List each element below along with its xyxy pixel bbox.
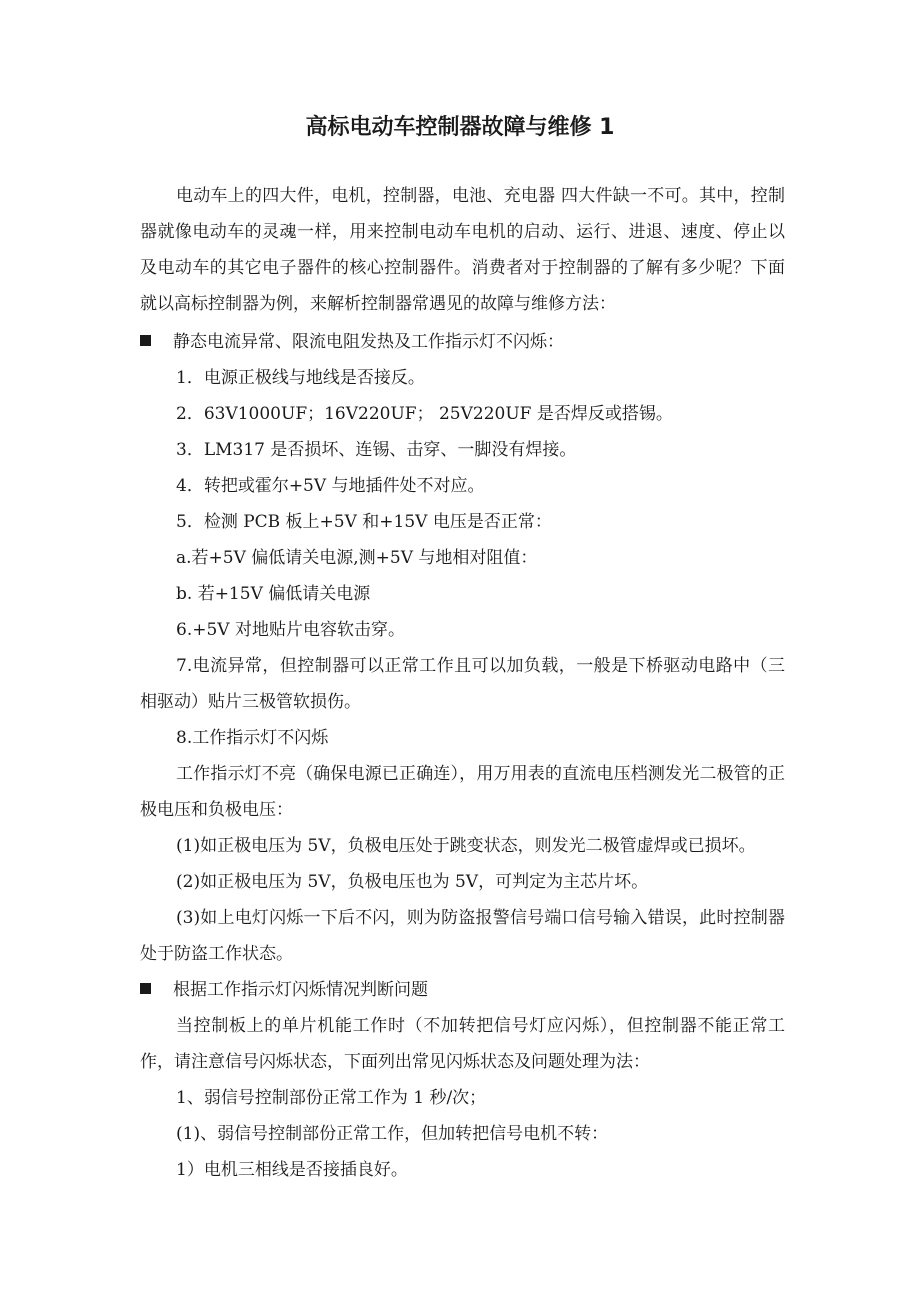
list-item: 4．转把或霍尔+5V 与地插件处不对应。 [176,476,485,496]
list-item: 1、弱信号控制部份正常工作为 1 秒/次； [176,1088,487,1108]
list-item-8: 8.工作指示灯不闪烁 [176,728,329,748]
list-item: 1）电机三相线是否接插良好。 [176,1160,408,1180]
list-item: 5．检测 PCB 板上+5V 和+15V 电压是否正常： [176,512,552,532]
list-item: 6.+5V 对地贴片电容软击穿。 [176,620,405,640]
list-item: 1．电源正极线与地线是否接反。 [176,368,425,388]
intro-paragraph: 电动车上的四大件，电机，控制器，电池、充电器 四大件缺一不可。其中，控制器就像电动车的灵魂一样，用来控制电动车电机的启动、运行、进退、速度、停止以及电动车的其它电子器件的核心控制器件。消费者对于控制器的了解有多少呢？下面就以高标控制器为例，来解析控制器常遇见的故障与维修方法： [140,186,785,314]
section-heading-text: 静态电流异常、限流电阻发热及工作指示灯不闪烁： [173,332,564,352]
list-item: b. 若+15V 偏低请关电源 [176,584,371,604]
list-item: a.若+5V 偏低请关电源,测+5V 与地相对阻值： [176,548,538,568]
sub-item: (1)如正极电压为 5V，负极电压处于跳变状态，则发光二极管虚焊或已损坏。 [176,836,756,856]
page-title: 高标电动车控制器故障与维修 1 [305,115,615,140]
square-bullet-icon [140,983,151,994]
led-check-paragraph: 工作指示灯不亮（确保电源已正确连），用万用表的直流电压档测发光二极管的正极电压和负极电压： [140,764,785,820]
square-bullet-icon [140,335,151,346]
list-item-7: 7.电流异常，但控制器可以正常工作且可以加负载，一般是下桥驱动电路中（三相驱动）贴片三极管软损伤。 [140,656,785,712]
list-item: 2．63V1000UF；16V220UF； 25V220UF 是否焊反或搭锡。 [176,404,673,424]
sub-item: (2)如正极电压为 5V，负极电压也为 5V，可判定为主芯片坏。 [176,872,649,892]
list-item: (1)、弱信号控制部份正常工作，但加转把信号电机不转： [176,1124,609,1144]
list-item: 3．LM317 是否损坏、连锡、击穿、一脚没有焊接。 [176,440,577,460]
section-heading-2 [140,978,428,1002]
section2-intro: 当控制板上的单片机能工作时（不加转把信号灯应闪烁），但控制器不能正常工作，请注意信号闪烁状态，下面列出常见闪烁状态及问题处理为法： [140,1016,785,1072]
section-heading-1 [140,330,564,354]
sub-item: (3)如上电灯闪烁一下后不闪，则为防盗报警信号端口信号输入错误，此时控制器处于防盗工作状态。 [140,908,785,964]
section-heading-text: 根据工作指示灯闪烁情况判断问题 [173,980,428,1000]
